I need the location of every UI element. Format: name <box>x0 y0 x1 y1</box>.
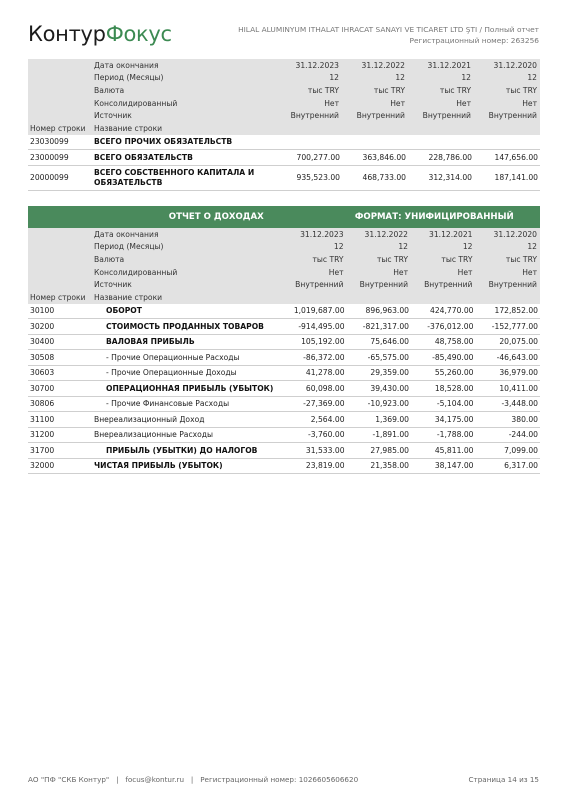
table-row <box>28 319 540 335</box>
table-row <box>28 443 540 459</box>
row-value: 23,819.00 <box>288 458 347 474</box>
row-value: -3,760.00 <box>288 427 347 443</box>
row-value: 424,770.00 <box>411 304 475 319</box>
table-row <box>28 381 540 397</box>
row-value: 1,019,687.00 <box>288 304 347 319</box>
row-value: -27,369.00 <box>288 396 347 412</box>
meta-row: Консолидированный Нет Нет Нет Нет <box>28 97 540 110</box>
meta-row: Валюта тыс TRY тыс TRY тыс TRY тыс TRY <box>28 253 540 266</box>
footer-email[interactable]: focus@kontur.ru <box>125 775 185 784</box>
row-code: 31700 <box>28 443 92 459</box>
meta-row: Период (Месяцы) 12 12 12 12 <box>28 72 540 85</box>
row-value: -46,643.00 <box>475 350 540 366</box>
table-row <box>28 334 540 350</box>
row-value: 105,192.00 <box>288 334 347 350</box>
row-name: - Прочие Операционные Доходы <box>92 365 288 381</box>
row-code: 31200 <box>28 427 92 443</box>
table-row <box>28 458 540 474</box>
row-value: 48,758.00 <box>411 334 475 350</box>
balance-table <box>28 59 540 191</box>
column-header-row: Номер строки Название строки <box>28 291 540 304</box>
row-name: Внереализационный Доход <box>92 412 288 428</box>
row-value: 896,963.00 <box>347 304 411 319</box>
meta-row: Дата окончания 31.12.2023 31.12.2022 31.12.2021 31.12.2020 <box>28 59 540 72</box>
row-value: -821,317.00 <box>347 319 411 335</box>
row-value: 36,979.00 <box>475 365 540 381</box>
table-row <box>28 365 540 381</box>
section-title: ОТЧЕТ О ДОХОДАХ <box>28 206 347 228</box>
row-value: -914,495.00 <box>288 319 347 335</box>
row-value: 1,369.00 <box>347 412 411 428</box>
row-code: 30100 <box>28 304 92 319</box>
footer-registration: Регистрационный номер: 1026605606620 <box>200 775 359 784</box>
row-value: 10,411.00 <box>475 381 540 397</box>
kontur-focus-logo: КонтурФокус <box>28 22 172 46</box>
row-name: ОБОРОТ <box>92 304 288 319</box>
report-header <box>238 24 539 46</box>
column-header-row: Номер строки Название строки <box>28 122 540 135</box>
row-name: - Прочие Операционные Расходы <box>92 350 288 366</box>
meta-row: Дата окончания 31.12.2023 31.12.2022 31.12.2021 31.12.2020 <box>28 228 540 241</box>
row-value: -85,490.00 <box>411 350 475 366</box>
row-value: 41,278.00 <box>288 365 347 381</box>
row-value: -65,575.00 <box>347 350 411 366</box>
row-code: 30603 <box>28 365 92 381</box>
row-name: Внереализационные Расходы <box>92 427 288 443</box>
row-value: 20,075.00 <box>475 334 540 350</box>
table-row <box>28 427 540 443</box>
row-name: ПРИБЫЛЬ (УБЫТКИ) ДО НАЛОГОВ <box>92 443 288 459</box>
row-value: 55,260.00 <box>411 365 475 381</box>
row-value: 31,533.00 <box>288 443 347 459</box>
row-name: ЧИСТАЯ ПРИБЫЛЬ (УБЫТОК) <box>92 458 288 474</box>
row-value: 38,147.00 <box>411 458 475 474</box>
row-value: 7,099.00 <box>475 443 540 459</box>
table-row: 23000099 ВСЕГО ОБЯЗАТЕЛЬСТВ 700,277.00 363,846.00 228,786.00 147,656.00 <box>28 150 540 166</box>
row-code: 30700 <box>28 381 92 397</box>
row-value: 75,646.00 <box>347 334 411 350</box>
table-row <box>28 350 540 366</box>
row-name: СТОИМОСТЬ ПРОДАННЫХ ТОВАРОВ <box>92 319 288 335</box>
row-value: -10,923.00 <box>347 396 411 412</box>
table-row: 23030099 ВСЕГО ПРОЧИХ ОБЯЗАТЕЛЬСТВ <box>28 135 540 150</box>
meta-row: Период (Месяцы) 12 12 12 12 <box>28 241 540 254</box>
meta-row: Источник Внутренний Внутренний Внутренний Внутренний <box>28 109 540 122</box>
meta-row: Консолидированный Нет Нет Нет Нет <box>28 266 540 279</box>
row-code: 32000 <box>28 458 92 474</box>
row-value: 172,852.00 <box>475 304 540 319</box>
meta-row: Валюта тыс TRY тыс TRY тыс TRY тыс TRY <box>28 84 540 97</box>
row-value: -1,788.00 <box>411 427 475 443</box>
row-value: 380.00 <box>475 412 540 428</box>
row-value: -5,104.00 <box>411 396 475 412</box>
table-row <box>28 412 540 428</box>
row-value: 2,564.00 <box>288 412 347 428</box>
row-value: 27,985.00 <box>347 443 411 459</box>
row-value: 29,359.00 <box>347 365 411 381</box>
income-table <box>28 206 540 474</box>
row-code: 31100 <box>28 412 92 428</box>
table-row <box>28 396 540 412</box>
footer-company: АО "ПФ "СКБ Контур" <box>28 775 110 784</box>
row-value: -152,777.00 <box>475 319 540 335</box>
row-value: 39,430.00 <box>347 381 411 397</box>
row-name: ВАЛОВАЯ ПРИБЫЛЬ <box>92 334 288 350</box>
row-value: -3,448.00 <box>475 396 540 412</box>
registration-number: Регистрационный номер: 263256 <box>409 36 539 45</box>
row-value: 6,317.00 <box>475 458 540 474</box>
row-code: 30508 <box>28 350 92 366</box>
row-value: -376,012.00 <box>411 319 475 335</box>
row-value: 18,528.00 <box>411 381 475 397</box>
row-code: 30200 <box>28 319 92 335</box>
row-value: 34,175.00 <box>411 412 475 428</box>
row-value: -244.00 <box>475 427 540 443</box>
row-code: 30400 <box>28 334 92 350</box>
section-format: ФОРМАТ: УНИФИЦИРОВАННЫЙ <box>347 206 540 228</box>
meta-row: Источник Внутренний Внутренний Внутренний Внутренний <box>28 278 540 291</box>
section-title-bar <box>28 206 540 228</box>
page-footer: АО "ПФ "СКБ Контур" | focus@kontur.ru | Регистрационный номер: 1026605606620 Страница 14 из 15 <box>28 775 539 784</box>
row-value: -1,891.00 <box>347 427 411 443</box>
table-row: 20000099 ВСЕГО СОБСТВЕННОГО КАПИТАЛА И ОБЯЗАТЕЛЬСТВ 935,523.00 468,733.00 312,314.00 187,141.00 <box>28 165 540 190</box>
table-row <box>28 304 540 319</box>
page-number: Страница 14 из 15 <box>468 775 539 784</box>
row-name: - Прочие Финансовые Расходы <box>92 396 288 412</box>
row-value: -86,372.00 <box>288 350 347 366</box>
row-code: 30806 <box>28 396 92 412</box>
row-value: 45,811.00 <box>411 443 475 459</box>
row-value: 60,098.00 <box>288 381 347 397</box>
row-value: 21,358.00 <box>347 458 411 474</box>
row-name: ОПЕРАЦИОННАЯ ПРИБЫЛЬ (УБЫТОК) <box>92 381 288 397</box>
company-report-title: HILAL ALUMINYUM ITHALAT IHRACAT SANAYI VE TICARET LTD ŞTI / Полный отчет <box>238 25 539 34</box>
